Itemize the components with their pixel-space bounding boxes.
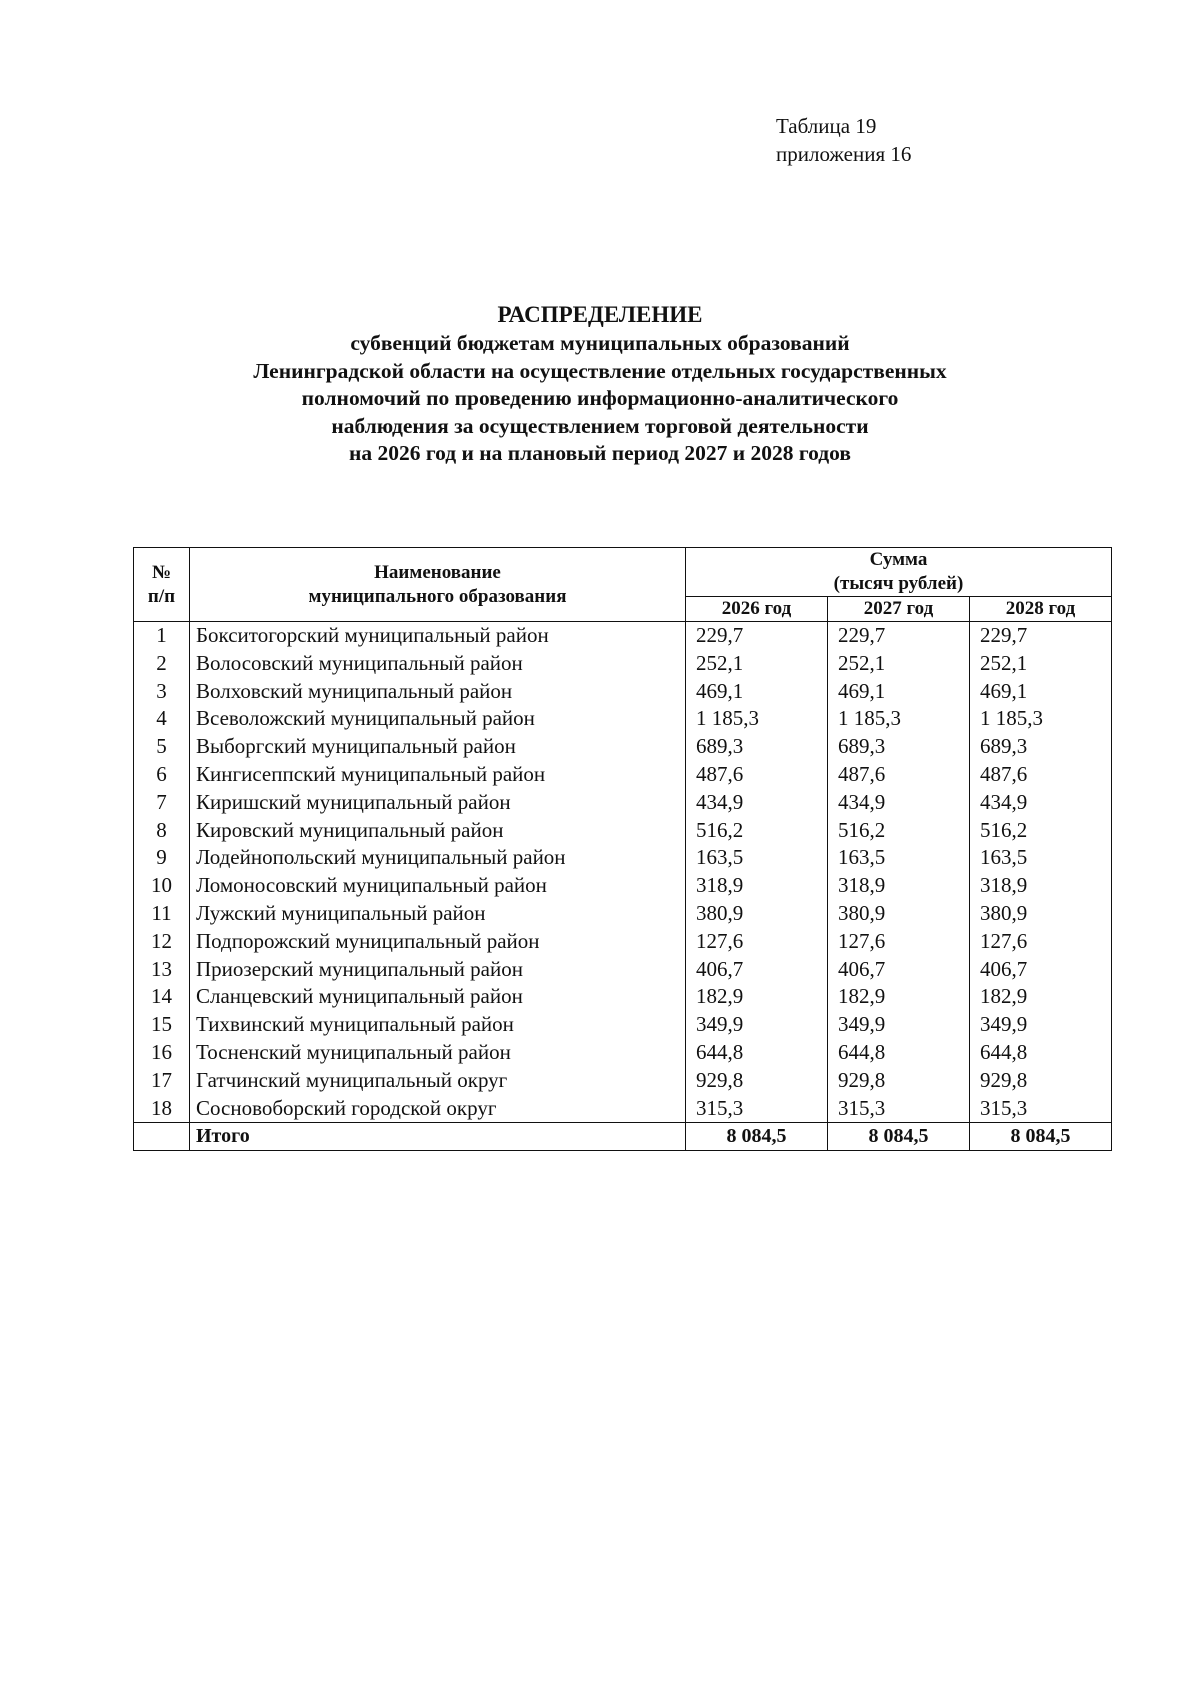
row-number: 6 (134, 761, 190, 789)
title-line: на 2026 год и на плановый период 2027 и 2028 годов (349, 441, 851, 465)
row-municipality-name: Подпорожский муниципальный район (190, 928, 686, 956)
row-municipality-name: Лодейнопольский муниципальный район (190, 844, 686, 872)
table-row (134, 1039, 1112, 1067)
row-number: 12 (134, 928, 190, 956)
header-year-2028: 2028 год (970, 597, 1112, 622)
row-value-2028: 487,6 (970, 761, 1112, 789)
header-number-symbol: № (151, 561, 172, 583)
row-value-2026: 182,9 (686, 983, 828, 1011)
row-value-2028: 315,3 (970, 1095, 1112, 1123)
row-value-2026: 469,1 (686, 678, 828, 706)
document-title (100, 300, 1100, 468)
title-line: полномочий по проведению информационно-аналитического (301, 386, 899, 410)
row-value-2027: 349,9 (828, 1011, 970, 1039)
row-value-2026: 349,9 (686, 1011, 828, 1039)
row-number: 10 (134, 872, 190, 900)
row-municipality-name: Гатчинский муниципальный округ (190, 1067, 686, 1095)
row-number: 2 (134, 650, 190, 678)
row-value-2028: 182,9 (970, 983, 1112, 1011)
row-value-2027: 434,9 (828, 789, 970, 817)
table-row (134, 789, 1112, 817)
row-number: 4 (134, 705, 190, 733)
row-value-2028: 252,1 (970, 650, 1112, 678)
row-value-2028: 163,5 (970, 844, 1112, 872)
row-municipality-name: Всеволожский муниципальный район (190, 705, 686, 733)
row-number: 9 (134, 844, 190, 872)
row-value-2028: 127,6 (970, 928, 1112, 956)
row-value-2026: 229,7 (686, 622, 828, 650)
row-value-2027: 487,6 (828, 761, 970, 789)
row-value-2027: 689,3 (828, 733, 970, 761)
table-row (134, 622, 1112, 650)
header-name (190, 548, 686, 622)
row-value-2028: 1 185,3 (970, 705, 1112, 733)
table-row (134, 900, 1112, 928)
row-value-2028: 406,7 (970, 956, 1112, 984)
table-row (134, 872, 1112, 900)
row-value-2027: 163,5 (828, 844, 970, 872)
row-value-2027: 380,9 (828, 900, 970, 928)
row-number: 18 (134, 1095, 190, 1123)
row-value-2026: 434,9 (686, 789, 828, 817)
row-value-2027: 229,7 (828, 622, 970, 650)
header-year-2027: 2027 год (828, 597, 970, 622)
table-row (134, 1011, 1112, 1039)
table-row (134, 733, 1112, 761)
header-sum (686, 548, 1112, 597)
table-row (134, 928, 1112, 956)
row-municipality-name: Кингисеппский муниципальный район (190, 761, 686, 789)
header-sum-unit: (тысяч рублей) (833, 573, 964, 594)
row-value-2026: 689,3 (686, 733, 828, 761)
row-value-2027: 406,7 (828, 956, 970, 984)
row-municipality-name: Бокситогорский муниципальный район (190, 622, 686, 650)
row-value-2027: 929,8 (828, 1067, 970, 1095)
row-value-2026: 516,2 (686, 817, 828, 845)
row-value-2028: 349,9 (970, 1011, 1112, 1039)
table-row (134, 956, 1112, 984)
header-number (134, 548, 190, 622)
row-value-2026: 380,9 (686, 900, 828, 928)
row-value-2026: 929,8 (686, 1067, 828, 1095)
table-row (134, 1095, 1112, 1123)
row-value-2027: 644,8 (828, 1039, 970, 1067)
row-value-2028: 229,7 (970, 622, 1112, 650)
table-row (134, 678, 1112, 706)
row-municipality-name: Лужский муниципальный район (190, 900, 686, 928)
header-name-line1: Наименование (374, 561, 501, 583)
row-value-2026: 318,9 (686, 872, 828, 900)
row-value-2026: 163,5 (686, 844, 828, 872)
row-municipality-name: Ломоносовский муниципальный район (190, 872, 686, 900)
row-municipality-name: Сланцевский муниципальный район (190, 983, 686, 1011)
total-number-cell (134, 1123, 190, 1151)
table-row (134, 650, 1112, 678)
row-municipality-name: Сосновоборский городской округ (190, 1095, 686, 1123)
row-number: 1 (134, 622, 190, 650)
row-number: 17 (134, 1067, 190, 1095)
row-value-2028: 929,8 (970, 1067, 1112, 1095)
total-label: Итого (190, 1123, 686, 1151)
table-total-row (134, 1123, 1112, 1151)
row-number: 5 (134, 733, 190, 761)
title-line: Ленинградской области на осуществление отдельных государственных (253, 358, 947, 383)
row-number: 3 (134, 678, 190, 706)
title-line: наблюдения за осуществлением торговой деятельности (331, 413, 869, 438)
header-year-2026: 2026 год (686, 597, 828, 622)
appendix-reference: приложения 16 (776, 142, 912, 166)
row-value-2026: 487,6 (686, 761, 828, 789)
row-number: 7 (134, 789, 190, 817)
row-value-2027: 318,9 (828, 872, 970, 900)
table-row (134, 817, 1112, 845)
table-row (134, 844, 1112, 872)
table-row (134, 983, 1112, 1011)
total-value-2028: 8 084,5 (970, 1123, 1112, 1151)
row-number: 14 (134, 983, 190, 1011)
row-value-2028: 469,1 (970, 678, 1112, 706)
row-number: 13 (134, 956, 190, 984)
row-value-2027: 469,1 (828, 678, 970, 706)
row-value-2028: 516,2 (970, 817, 1112, 845)
table-row (134, 705, 1112, 733)
row-value-2028: 644,8 (970, 1039, 1112, 1067)
row-value-2028: 380,9 (970, 900, 1112, 928)
row-municipality-name: Приозерский муниципальный район (190, 956, 686, 984)
header-number-label: п/п (147, 585, 176, 607)
row-value-2028: 689,3 (970, 733, 1112, 761)
row-value-2027: 182,9 (828, 983, 970, 1011)
title-line: субвенций бюджетам муниципальных образований (350, 331, 850, 355)
row-value-2026: 127,6 (686, 928, 828, 956)
table-reference (776, 112, 911, 168)
row-value-2026: 252,1 (686, 650, 828, 678)
row-value-2027: 252,1 (828, 650, 970, 678)
row-municipality-name: Тихвинский муниципальный район (190, 1011, 686, 1039)
row-value-2028: 318,9 (970, 872, 1112, 900)
total-value-2027: 8 084,5 (828, 1123, 970, 1151)
row-value-2027: 127,6 (828, 928, 970, 956)
row-number: 11 (134, 900, 190, 928)
header-name-line2: муниципального образования (308, 585, 567, 607)
row-value-2028: 434,9 (970, 789, 1112, 817)
distribution-table (133, 547, 1112, 1151)
row-value-2026: 315,3 (686, 1095, 828, 1123)
row-municipality-name: Выборгский муниципальный район (190, 733, 686, 761)
row-value-2027: 516,2 (828, 817, 970, 845)
row-number: 8 (134, 817, 190, 845)
row-number: 15 (134, 1011, 190, 1039)
row-value-2027: 315,3 (828, 1095, 970, 1123)
row-value-2027: 1 185,3 (828, 705, 970, 733)
row-number: 16 (134, 1039, 190, 1067)
total-value-2026: 8 084,5 (686, 1123, 828, 1151)
table-row (134, 761, 1112, 789)
row-value-2026: 406,7 (686, 956, 828, 984)
row-municipality-name: Волховский муниципальный район (190, 678, 686, 706)
table-number: Таблица 19 (776, 114, 877, 138)
header-sum-title: Сумма (869, 549, 928, 570)
title-heading: РАСПРЕДЕЛЕНИЕ (497, 302, 703, 327)
row-value-2026: 1 185,3 (686, 705, 828, 733)
row-value-2026: 644,8 (686, 1039, 828, 1067)
row-municipality-name: Волосовский муниципальный район (190, 650, 686, 678)
row-municipality-name: Киришский муниципальный район (190, 789, 686, 817)
row-municipality-name: Тосненский муниципальный район (190, 1039, 686, 1067)
row-municipality-name: Кировский муниципальный район (190, 817, 686, 845)
table-row (134, 1067, 1112, 1095)
